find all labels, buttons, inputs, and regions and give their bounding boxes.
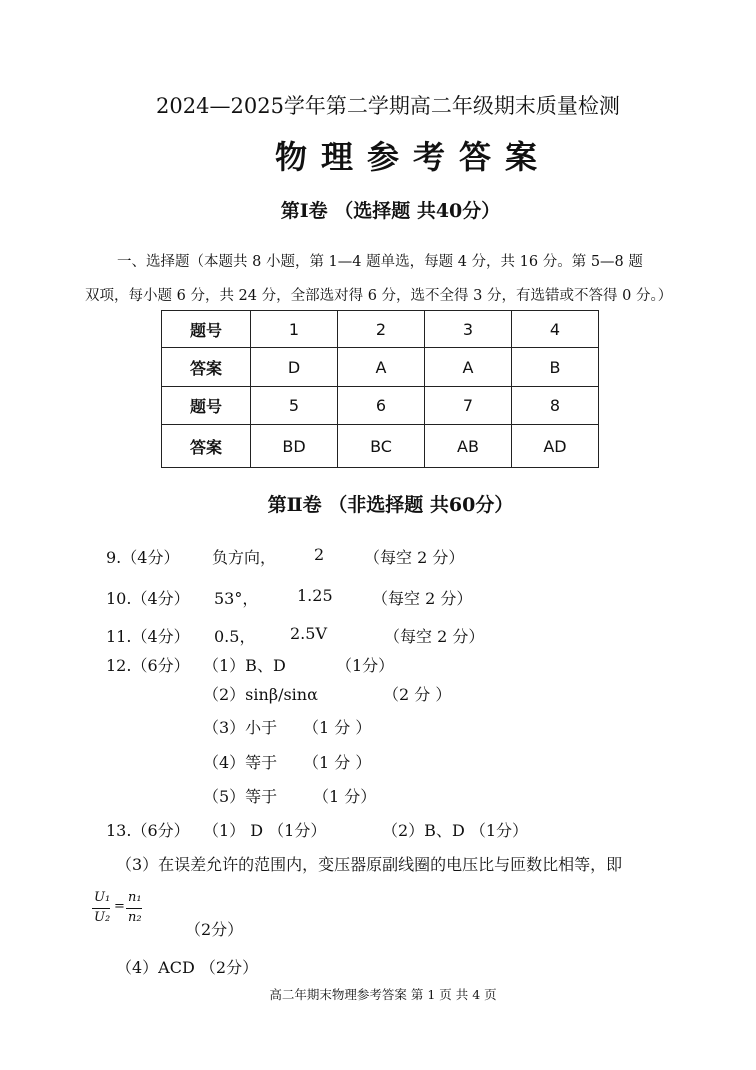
q13-part3: （3）在误差允许的范围内，变压器原副线圈的电压比与匝数比相等，即 bbox=[116, 855, 623, 874]
q9-score-note: （每空 2 分） bbox=[364, 548, 465, 567]
section1-instructions-line1: 一、选择题（本题共 8 小题，第 1—4 题单选，每题 4 分，共 16 分。第 5—8 题 bbox=[117, 254, 643, 270]
q11-number: 11.（4分） bbox=[106, 627, 190, 646]
table-row bbox=[162, 311, 599, 348]
table-cell: 6 bbox=[338, 387, 425, 425]
section1-instructions-line2: 双项，每小题 6 分，共 24 分，全部选对得 6 分，选不全得 3 分，有选错或不答得 0 分。） bbox=[85, 288, 673, 304]
q12-number: 12.（6分） bbox=[106, 656, 190, 675]
exam-title: 2024—2025学年第二学期高二年级期末质量检测 bbox=[156, 94, 620, 118]
q9-answer2: 2 bbox=[314, 545, 325, 564]
table-cell: AD bbox=[512, 425, 599, 468]
q12-part5: （5）等于 bbox=[203, 787, 278, 806]
formula-u1: U₁ bbox=[94, 890, 111, 905]
formula-n1: n₁ bbox=[128, 890, 142, 905]
q12-part1-score: （1分） bbox=[336, 656, 395, 675]
fraction-bar bbox=[92, 908, 110, 909]
q12-part4: （4）等于 bbox=[203, 753, 278, 772]
q11-answer1: 0.5， bbox=[214, 627, 256, 646]
table-cell: AB bbox=[425, 425, 512, 468]
table-cell: A bbox=[425, 348, 512, 387]
answer-table bbox=[161, 310, 599, 468]
table-header-question: 题号 bbox=[162, 311, 251, 348]
q10-score-note: （每空 2 分） bbox=[372, 589, 473, 608]
q13-number: 13.（6分） bbox=[106, 821, 190, 840]
table-cell: 1 bbox=[251, 311, 338, 348]
table-cell: BD bbox=[251, 425, 338, 468]
q11-score-note: （每空 2 分） bbox=[384, 627, 485, 646]
section1-heading: 第Ⅰ卷 （选择题 共40分） bbox=[280, 200, 501, 222]
q12-part4-score: （1 分 ） bbox=[303, 753, 372, 772]
q13-part2: （2）B、D （1分） bbox=[382, 821, 529, 840]
formula-u2: U₂ bbox=[94, 910, 111, 925]
table-cell: 8 bbox=[512, 387, 599, 425]
table-cell: A bbox=[338, 348, 425, 387]
q12-part1: （1）B、D bbox=[203, 656, 286, 675]
q10-answer1: 53°， bbox=[214, 589, 259, 608]
table-cell: 5 bbox=[251, 387, 338, 425]
table-header-answer: 答案 bbox=[162, 348, 251, 387]
table-row bbox=[162, 348, 599, 387]
q10-answer2: 1.25 bbox=[297, 586, 333, 605]
q12-part3-score: （1 分 ） bbox=[303, 718, 372, 737]
table-cell: 2 bbox=[338, 311, 425, 348]
document-title: 物理参考答案 bbox=[274, 138, 551, 176]
voltage-turns-ratio-formula bbox=[92, 890, 140, 932]
table-cell: 7 bbox=[425, 387, 512, 425]
table-cell: BC bbox=[338, 425, 425, 468]
formula-n2: n₂ bbox=[128, 910, 142, 925]
table-cell: D bbox=[251, 348, 338, 387]
q12-part2-score: （2 分 ） bbox=[383, 685, 452, 704]
table-cell: 4 bbox=[512, 311, 599, 348]
q13-part4: （4）ACD （2分） bbox=[116, 958, 259, 977]
formula-equals: = bbox=[114, 899, 125, 914]
table-row bbox=[162, 425, 599, 468]
q11-answer2: 2.5V bbox=[290, 624, 327, 643]
q9-number: 9.（4分） bbox=[106, 548, 180, 567]
table-row bbox=[162, 387, 599, 425]
q13-formula-score: （2分） bbox=[185, 920, 244, 939]
q12-part3: （3）小于 bbox=[203, 718, 278, 737]
table-header-question: 题号 bbox=[162, 387, 251, 425]
q10-number: 10.（4分） bbox=[106, 589, 190, 608]
table-cell: 3 bbox=[425, 311, 512, 348]
table-header-answer: 答案 bbox=[162, 425, 251, 468]
table-cell: B bbox=[512, 348, 599, 387]
q12-part5-score: （1 分） bbox=[313, 787, 377, 806]
section2-heading: 第Ⅱ卷 （非选择题 共60分） bbox=[267, 494, 514, 516]
q12-part2: （2）sinβ/sinα bbox=[203, 685, 318, 704]
q13-part1: （1） D （1分） bbox=[203, 821, 327, 840]
q9-answer1: 负方向， bbox=[212, 548, 277, 567]
fraction-bar bbox=[126, 908, 142, 909]
page-footer: 高二年期末物理参考答案 第 1 页 共 4 页 bbox=[269, 987, 497, 1002]
